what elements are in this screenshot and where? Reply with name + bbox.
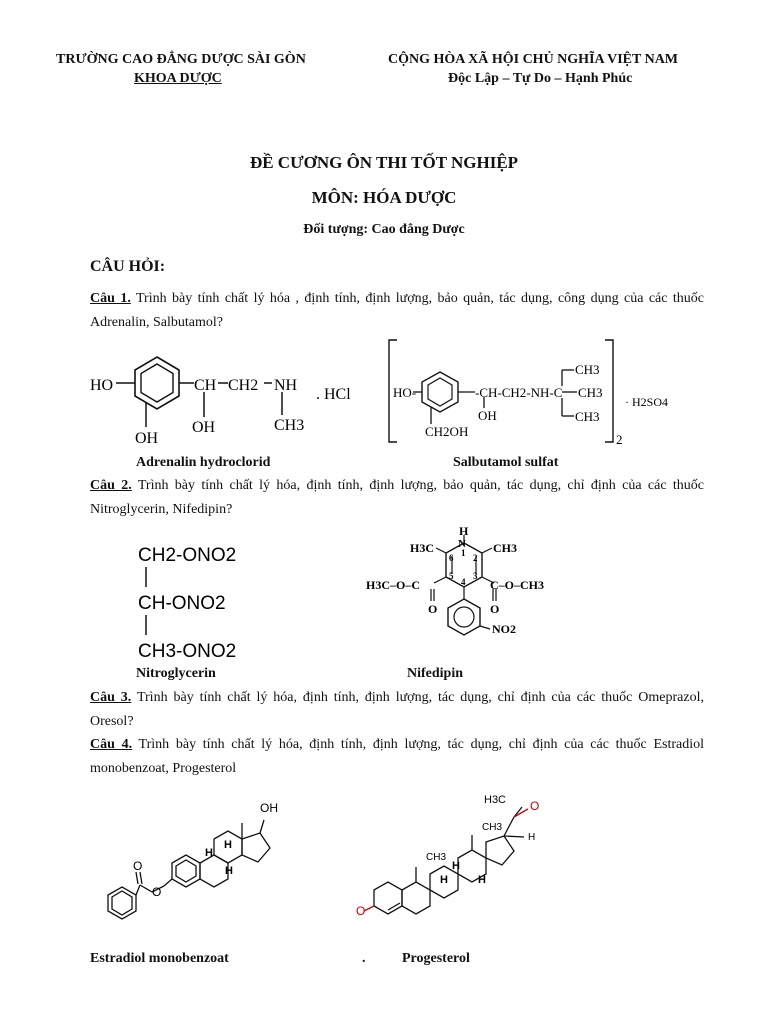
question-1 xyxy=(90,287,704,335)
nifedipin-num-5: 5 xyxy=(449,571,454,581)
faculty-name: KHOA DƯỢC xyxy=(134,71,222,86)
adrenalin-ho: HO xyxy=(90,377,114,394)
nitroglycerin-row-1: CH2-ONO2 xyxy=(138,545,237,566)
adrenalin-ch: CH xyxy=(194,377,217,394)
nifedipin-ester-left: H3C–O–C xyxy=(366,578,420,592)
national-title: CỘNG HÒA XÃ HỘI CHỦ NGHĨA VIỆT NAM xyxy=(388,52,679,67)
estradiol-h-3: H xyxy=(225,865,233,877)
adrenalin-structure xyxy=(86,335,376,455)
adrenalin-ch2: CH2 xyxy=(228,377,259,394)
estradiol-h-2: H xyxy=(205,847,213,859)
progesterol-o-bottom: O xyxy=(356,904,366,918)
salbutamol-oh: OH xyxy=(478,408,497,423)
caption-adrenalin: Adrenalin hydroclorid xyxy=(136,455,271,470)
caption-progesterol: Progesterol xyxy=(402,951,470,966)
salbutamol-structure xyxy=(385,334,685,454)
nifedipin-num-2: 2 xyxy=(473,553,478,563)
estradiol-oh: OH xyxy=(260,801,278,815)
caption-nifedipin: Nifedipin xyxy=(407,666,464,681)
nifedipin-structure xyxy=(360,525,580,665)
estradiol-o-ester: O xyxy=(152,885,162,899)
adrenalin-oh: OH xyxy=(192,419,216,436)
question-label: Câu 3. xyxy=(90,690,132,705)
question-2 xyxy=(90,474,704,522)
question-text: Trình bày tính chất lý hóa, định tính, định lượng, bảo quản, tác dụng, chỉ định của các thuốc Nitroglycerin, Nifedipin? xyxy=(90,478,704,517)
subject-title: MÔN: HÓA DƯỢC xyxy=(311,188,457,207)
salbutamol-ch2oh: CH2OH xyxy=(425,424,469,439)
nifedipin-o-left: O xyxy=(428,602,438,616)
nifedipin-no2: NO2 xyxy=(492,622,516,636)
adrenalin-hcl: . HCl xyxy=(316,386,351,403)
progesterol-h-3: H xyxy=(440,874,448,886)
salbutamol-ho: HO- xyxy=(393,385,417,400)
question-4 xyxy=(90,733,704,781)
caption-salbutamol: Salbutamol sulfat xyxy=(453,455,559,470)
progesterol-ch3-b: CH3 xyxy=(426,852,447,863)
national-motto: Độc Lập – Tự Do – Hạnh Phúc xyxy=(448,71,633,86)
progesterol-h-4: H xyxy=(478,874,486,886)
salbutamol-ch3-mid: CH3 xyxy=(578,385,603,400)
nitroglycerin-structure xyxy=(134,537,274,667)
adrenalin-oh-ring: OH xyxy=(135,430,159,447)
caption-dot: . xyxy=(362,951,366,966)
nifedipin-n: N xyxy=(458,538,466,550)
estradiol-structure xyxy=(88,790,308,940)
question-label: Câu 2. xyxy=(90,478,132,493)
question-text: Trình bày tính chất lý hóa, định tính, định lượng, tác dụng, chỉ định của các thuốc Estradiol monobenzoat, Progesterol xyxy=(90,737,704,776)
nitroglycerin-row-3: CH3-ONO2 xyxy=(138,641,237,662)
nitroglycerin-row-2: CH-ONO2 xyxy=(138,593,226,614)
school-name: TRƯỜNG CAO ĐẲNG DƯỢC SÀI GÒN xyxy=(56,52,306,67)
question-label: Câu 1. xyxy=(90,291,131,306)
nifedipin-h: H xyxy=(459,525,469,538)
nifedipin-num-6: 6 xyxy=(449,553,454,563)
progesterol-structure xyxy=(354,785,574,935)
caption-nitroglycerin: Nitroglycerin xyxy=(136,666,216,681)
progesterol-h-2: H xyxy=(452,860,460,872)
salbutamol-ch3-bot: CH3 xyxy=(575,409,600,424)
nifedipin-h3c-left: H3C xyxy=(410,541,434,555)
nifedipin-num-4: 4 xyxy=(461,577,466,587)
question-label: Câu 4. xyxy=(90,737,133,752)
salbutamol-ch3-top: CH3 xyxy=(575,362,600,377)
adrenalin-ch3: CH3 xyxy=(274,417,305,434)
salbutamol-chain: -CH-CH2-NH-C xyxy=(475,385,563,400)
question-text: Trình bày tính chất lý hóa, định tính, định lượng, tác dụng, chỉ định của các thuốc Omeprazol, Oresol? xyxy=(90,690,704,729)
salbutamol-subscript: 2 xyxy=(616,432,623,447)
nifedipin-num-1: 1 xyxy=(461,548,466,558)
section-heading: CÂU HỎI: xyxy=(90,258,166,275)
estradiol-o-carbonyl: O xyxy=(133,859,143,873)
nifedipin-num-3: 3 xyxy=(473,571,478,581)
question-3 xyxy=(90,686,704,734)
document-title: ĐỀ CƯƠNG ÔN THI TỐT NGHIỆP xyxy=(249,153,519,172)
estradiol-h-1: H xyxy=(224,839,232,851)
question-text: Trình bày tính chất lý hóa , định tính, định lượng, bảo quản, tác dụng, công dụng của các thuốc Adrenalin, Salbutamol? xyxy=(90,291,705,330)
salbutamol-h2so4: · H2SO4 xyxy=(625,395,669,409)
progesterol-ch3-a: CH3 xyxy=(482,822,503,833)
nifedipin-o-right: O xyxy=(490,602,500,616)
nifedipin-ester-right: C–O–CH3 xyxy=(490,578,544,592)
adrenalin-nh: NH xyxy=(274,377,298,394)
nifedipin-ch3-right: CH3 xyxy=(493,541,517,555)
progesterol-h3c: H3C xyxy=(484,794,507,806)
audience-line: Đối tượng: Cao đẳng Dược xyxy=(303,222,465,237)
caption-estradiol: Estradiol monobenzoat xyxy=(90,951,229,966)
progesterol-h-1: H xyxy=(528,832,536,843)
progesterol-o-top: O xyxy=(530,799,540,813)
